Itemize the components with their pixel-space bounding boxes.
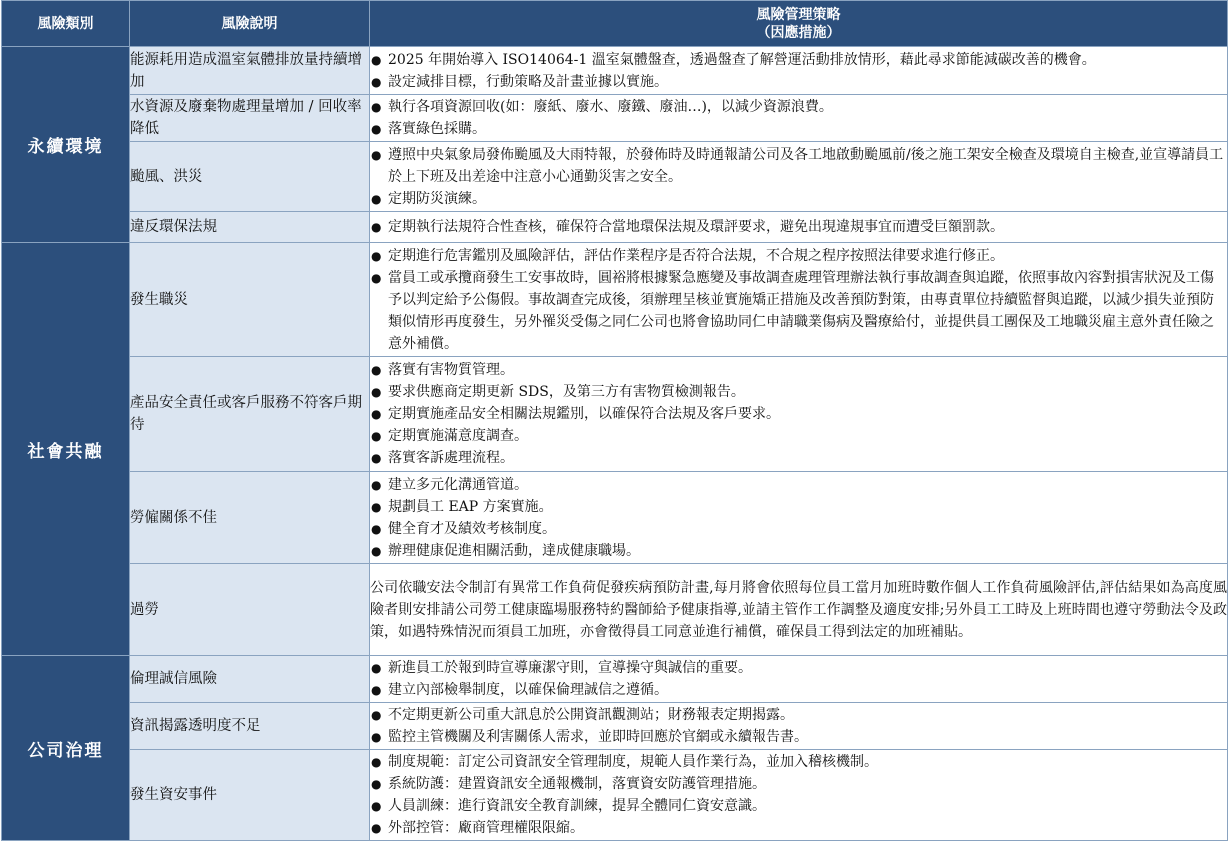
bullet-icon: ● bbox=[371, 661, 382, 675]
risk-strategy bbox=[370, 212, 1228, 243]
strategy-item: ● 定期進行危害鑑別及風險評估，評估作業程序是否符合法規，不合規之程序按照法律要求進行修正。 bbox=[370, 245, 1227, 267]
strategy-item: ● 制度規範：訂定公司資訊安全管理制度，規範人員作業行為，並加入稽核機制。 bbox=[370, 751, 1227, 773]
strategy-item: ● 監控主管機關及利害關係人需求，並即時回應於官網或永續報告書。 bbox=[370, 726, 1227, 748]
bullet-icon: ● bbox=[371, 220, 382, 234]
bullet-icon: ● bbox=[371, 451, 382, 465]
strategy-list bbox=[370, 245, 1227, 355]
strategy-item: ● 辦理健康促進相關活動，達成健康職場。 bbox=[370, 540, 1227, 562]
strategy-item: ● 當員工或承攬商發生工安事故時，圓裕將根據緊急應變及事故調查處理管理辦法執行事故調查與追蹤，依照事故內容對損害狀況及工傷予以判定給予公傷假。事故調查完成後，須辦理呈核並實施矯正措施及改善預防對策，由專責單位持續監督與追蹤，以減少損失並預防類似情形再度發生，另外罹災受傷之同仁公司也將會協助同仁申請職業傷病及醫療給付，並提供員工團保及工地職災雇主意外責任險之意外補償。 bbox=[370, 267, 1227, 355]
strategy-list bbox=[370, 474, 1227, 562]
strategy-paragraph: 公司依職安法令制訂有異常工作負荷促發疾病預防計畫,每月將會依照每位員工當月加班時數作個人工作負荷風險評估,評估結果如為高度風險者則安排請公司勞工健康臨場服務特約醫師給予健康指導,並請主管作工作調整及適度安排;另外員工工時及上班時間也遵守勞動法令及政策，如遇特殊情況而須員工加班，亦會徵得員工同意並進行補償，確保員工得到法定的加班補貼。 bbox=[370, 579, 1227, 640]
strategy-list bbox=[370, 359, 1227, 469]
strategy-list bbox=[370, 216, 1227, 238]
strategy-item: ● 人員訓練：進行資訊安全教育訓練，提昇全體同仁資安意識。 bbox=[370, 795, 1227, 817]
risk-row bbox=[2, 212, 1228, 243]
risk-strategy bbox=[370, 142, 1228, 212]
bullet-icon: ● bbox=[371, 799, 382, 813]
bullet-icon: ● bbox=[371, 122, 382, 136]
risk-row bbox=[2, 357, 1228, 472]
header-strategy-title: 風險管理策略 bbox=[756, 6, 841, 23]
risk-strategy bbox=[370, 95, 1228, 142]
risk-strategy bbox=[370, 243, 1228, 357]
risk-row bbox=[2, 564, 1228, 656]
strategy-item: ● 定期實施滿意度調查。 bbox=[370, 425, 1227, 447]
risk-description: 水資源及廢棄物處理量增加 / 回收率降低 bbox=[130, 95, 370, 142]
bullet-icon: ● bbox=[371, 385, 382, 399]
bullet-icon: ● bbox=[371, 730, 382, 744]
risk-description: 能源耗用造成溫室氣體排放量持續增加 bbox=[130, 47, 370, 95]
strategy-item: ● 落實有害物質管理。 bbox=[370, 359, 1227, 381]
risk-row bbox=[2, 703, 1228, 750]
strategy-item: ● 執行各項資源回收(如：廢紙、廢水、廢鐵、廢油…)，以減少資源浪費。 bbox=[370, 96, 1227, 118]
strategy-item: ● 定期執行法規符合性查核，確保符合當地環保法規及環評要求，避免出現違規事宜而遭受巨額罰款。 bbox=[370, 216, 1227, 238]
risk-strategy bbox=[370, 703, 1228, 750]
bullet-icon: ● bbox=[371, 543, 382, 558]
strategy-item: ● 建立內部檢舉制度，以確保倫理誠信之遵循。 bbox=[370, 679, 1227, 701]
strategy-item: ● 健全育才及績效考核制度。 bbox=[370, 518, 1227, 540]
strategy-item: ● 遵照中央氣象局發佈颱風及大雨特報，於發佈時及時通報請公司及各工地啟動颱風前/後之施工架安全檢查及環境自主檢查,並宣導請員工於上下班及出差途中注意小心通勤災害之安全。 bbox=[370, 144, 1227, 188]
strategy-item: ● 系統防護：建置資訊安全通報機制，落實資安防護管理措施。 bbox=[370, 773, 1227, 795]
risk-strategy bbox=[370, 750, 1228, 841]
risk-description: 違反環保法規 bbox=[130, 212, 370, 243]
strategy-item: ● 落實綠色採購。 bbox=[370, 118, 1227, 140]
strategy-item: ● 定期實施產品安全相關法規鑑別，以確保符合法規及客戶要求。 bbox=[370, 403, 1227, 425]
risk-description: 倫理誠信風險 bbox=[130, 656, 370, 703]
risk-strategy bbox=[370, 357, 1228, 472]
risk-row bbox=[2, 47, 1228, 95]
risk-description: 過勞 bbox=[130, 564, 370, 656]
strategy-item: ● 不定期更新公司重大訊息於公開資訊觀測站；財務報表定期揭露。 bbox=[370, 704, 1227, 726]
risk-row bbox=[2, 750, 1228, 841]
strategy-item: ● 落實客訴處理流程。 bbox=[370, 447, 1227, 469]
strategy-item: ● 要求供應商定期更新 SDS，及第三方有害物質檢測報告。 bbox=[370, 381, 1227, 403]
strategy-list bbox=[370, 704, 1227, 748]
bullet-icon: ● bbox=[371, 52, 382, 67]
strategy-item: ● 建立多元化溝通管道。 bbox=[370, 474, 1227, 496]
risk-strategy bbox=[370, 656, 1228, 703]
bullet-icon: ● bbox=[371, 191, 382, 206]
bullet-icon: ● bbox=[371, 683, 382, 697]
strategy-list bbox=[370, 657, 1227, 701]
strategy-item: ● 2025 年開始導入 ISO14064-1 溫室氣體盤查，透過盤查了解營運活動排放情形，藉此尋求節能減碳改善的機會。 bbox=[370, 49, 1227, 71]
risk-description: 颱風、洪災 bbox=[130, 142, 370, 212]
bullet-icon: ● bbox=[371, 147, 382, 162]
category-social: 社會共融 bbox=[2, 243, 130, 656]
header-strategy-subtitle: （因應措施） bbox=[756, 24, 841, 41]
bullet-icon: ● bbox=[371, 100, 382, 114]
bullet-icon: ● bbox=[371, 521, 382, 536]
strategy-item: ● 外部控管：廠商管理權限限縮。 bbox=[370, 817, 1227, 839]
bullet-icon: ● bbox=[371, 755, 382, 769]
risk-row bbox=[2, 243, 1228, 357]
strategy-list bbox=[370, 96, 1227, 140]
risk-description: 勞僱關係不佳 bbox=[130, 472, 370, 564]
strategy-list bbox=[370, 144, 1227, 210]
strategy-list bbox=[370, 49, 1227, 93]
category-governance: 公司治理 bbox=[2, 656, 130, 841]
risk-strategy bbox=[370, 564, 1228, 656]
strategy-item: ● 定期防災演練。 bbox=[370, 188, 1227, 210]
bullet-icon: ● bbox=[371, 407, 382, 421]
bullet-icon: ● bbox=[371, 74, 382, 89]
strategy-list bbox=[370, 751, 1227, 839]
bullet-icon: ● bbox=[371, 499, 382, 514]
risk-row bbox=[2, 472, 1228, 564]
bullet-icon: ● bbox=[371, 477, 382, 492]
risk-strategy bbox=[370, 472, 1228, 564]
risk-management-table bbox=[1, 0, 1228, 841]
bullet-icon: ● bbox=[371, 821, 382, 835]
header-row bbox=[2, 1, 1228, 47]
bullet-icon: ● bbox=[371, 777, 382, 791]
strategy-item: ● 新進員工於報到時宣導廉潔守則，宣導操守與誠信的重要。 bbox=[370, 657, 1227, 679]
category-environment: 永續環境 bbox=[2, 47, 130, 243]
header-description: 風險說明 bbox=[130, 1, 370, 47]
strategy-item: ● 設定減排目標，行動策略及計畫並據以實施。 bbox=[370, 71, 1227, 93]
risk-row bbox=[2, 95, 1228, 142]
bullet-icon: ● bbox=[371, 708, 382, 722]
header-strategy bbox=[370, 1, 1228, 47]
risk-row bbox=[2, 656, 1228, 703]
risk-description: 發生職災 bbox=[130, 243, 370, 357]
risk-row bbox=[2, 142, 1228, 212]
bullet-icon: ● bbox=[371, 363, 382, 377]
bullet-icon: ● bbox=[371, 429, 382, 443]
bullet-icon: ● bbox=[371, 248, 382, 263]
strategy-item: ● 規劃員工 EAP 方案實施。 bbox=[370, 496, 1227, 518]
risk-strategy bbox=[370, 47, 1228, 95]
bullet-icon: ● bbox=[371, 270, 382, 285]
risk-description: 產品安全責任或客戶服務不符客戶期待 bbox=[130, 357, 370, 472]
risk-description: 資訊揭露透明度不足 bbox=[130, 703, 370, 750]
risk-description: 發生資安事件 bbox=[130, 750, 370, 841]
header-category: 風險類別 bbox=[2, 1, 130, 47]
